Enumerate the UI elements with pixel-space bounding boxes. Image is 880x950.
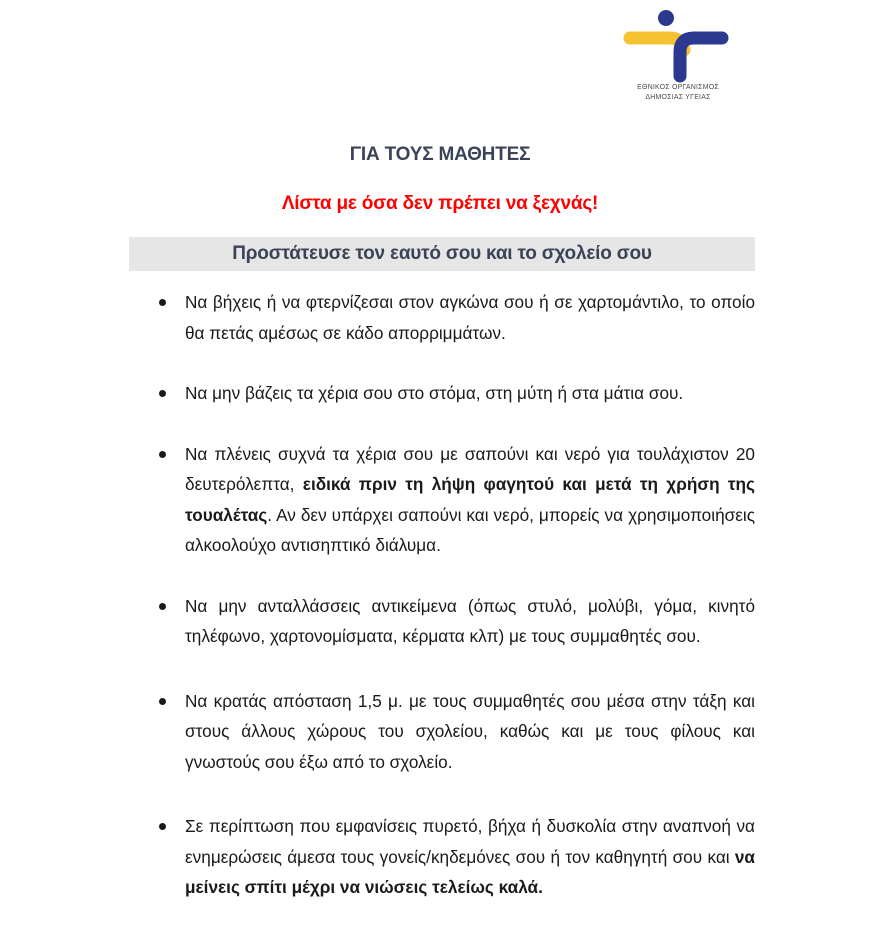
bullet-icon bbox=[159, 603, 166, 610]
logo-text-line2: ΔΗΜΟΣΙΑΣ ΥΓΕΙΑΣ bbox=[645, 94, 711, 101]
item-text: Να κρατάς απόσταση 1,5 μ. με τους συμμαθητές σου μέσα στην τάξη και στους άλλους χώρους του σχολείου, καθώς και με τους φίλους και γνωστούς σου έξω από το σχολείο. bbox=[185, 690, 755, 772]
section-heading-banner bbox=[129, 237, 755, 271]
item-text-bold: ειδικά πριν τη λήψη φαγητού και μετά τη χρήση της τουαλέτας bbox=[185, 474, 755, 525]
item-text: Να μην ανταλλάσσεις αντικείμενα (όπως στυλό, μολύβι, γόμα, κινητό τηλέφωνο, χαρτονομίσματα, κέρματα κλπ) με τους συμμαθητές σου. bbox=[185, 595, 755, 646]
list-item bbox=[155, 591, 755, 652]
item-text: Σε περίπτωση που εμφανίσεις πυρετό, βήχα ή δυσκολία στην αναπνοή να ενημερώσεις άμεσα τους γονείς/κηδεμόνες σου ή τον καθηγητή σου και bbox=[185, 816, 755, 867]
bullet-icon bbox=[159, 299, 166, 306]
bullet-icon bbox=[159, 390, 166, 397]
list-item bbox=[155, 439, 755, 561]
item-text: Να πλένεις συχνά τα χέρια σου με σαπούνι και νερό για τουλάχιστον 20 δευτερόλεπτα, bbox=[185, 443, 755, 494]
page-title: ΓΙΑ ΤΟΥΣ ΜΑΘΗΤΕΣ bbox=[349, 144, 531, 165]
eody-logo bbox=[622, 8, 734, 112]
item-text: Να μην βάζεις τα χέρια σου στο στόμα, στη μύτη ή στα μάτια σου. bbox=[185, 383, 684, 403]
item-text: . Αν δεν υπάρχει σαπούνι και νερό, μπορείς να χρησιμοποιήσεις αλκοολούχο αντισηπτικό διάλυμα. bbox=[185, 504, 755, 555]
logo-figure-icon bbox=[622, 8, 734, 83]
bullet-icon bbox=[159, 451, 166, 458]
logo-text-line1: ΕΘΝΙΚΟΣ ΟΡΓΑΝΙΣΜΟΣ bbox=[637, 84, 719, 91]
bullet-icon bbox=[159, 823, 166, 830]
guidelines-list bbox=[155, 287, 755, 937]
bullet-icon bbox=[159, 698, 166, 705]
list-item bbox=[155, 287, 755, 348]
page-subtitle: Λίστα με όσα δεν πρέπει να ξεχνάς! bbox=[281, 193, 599, 214]
list-item bbox=[155, 378, 755, 409]
list-item bbox=[155, 811, 755, 903]
section-heading: Προστάτευσε τον εαυτό σου και το σχολείο σου bbox=[232, 243, 652, 264]
list-item bbox=[155, 686, 755, 778]
item-text: Να βήχεις ή να φτερνίζεσαι στον αγκώνα σου ή σε χαρτομάντιλο, το οποίο θα πετάς αμέσως σε κάδο απορριμμάτων. bbox=[185, 292, 755, 343]
item-text-bold: να μείνεις σπίτι μέχρι να νιώσεις τελείως καλά. bbox=[185, 846, 755, 897]
